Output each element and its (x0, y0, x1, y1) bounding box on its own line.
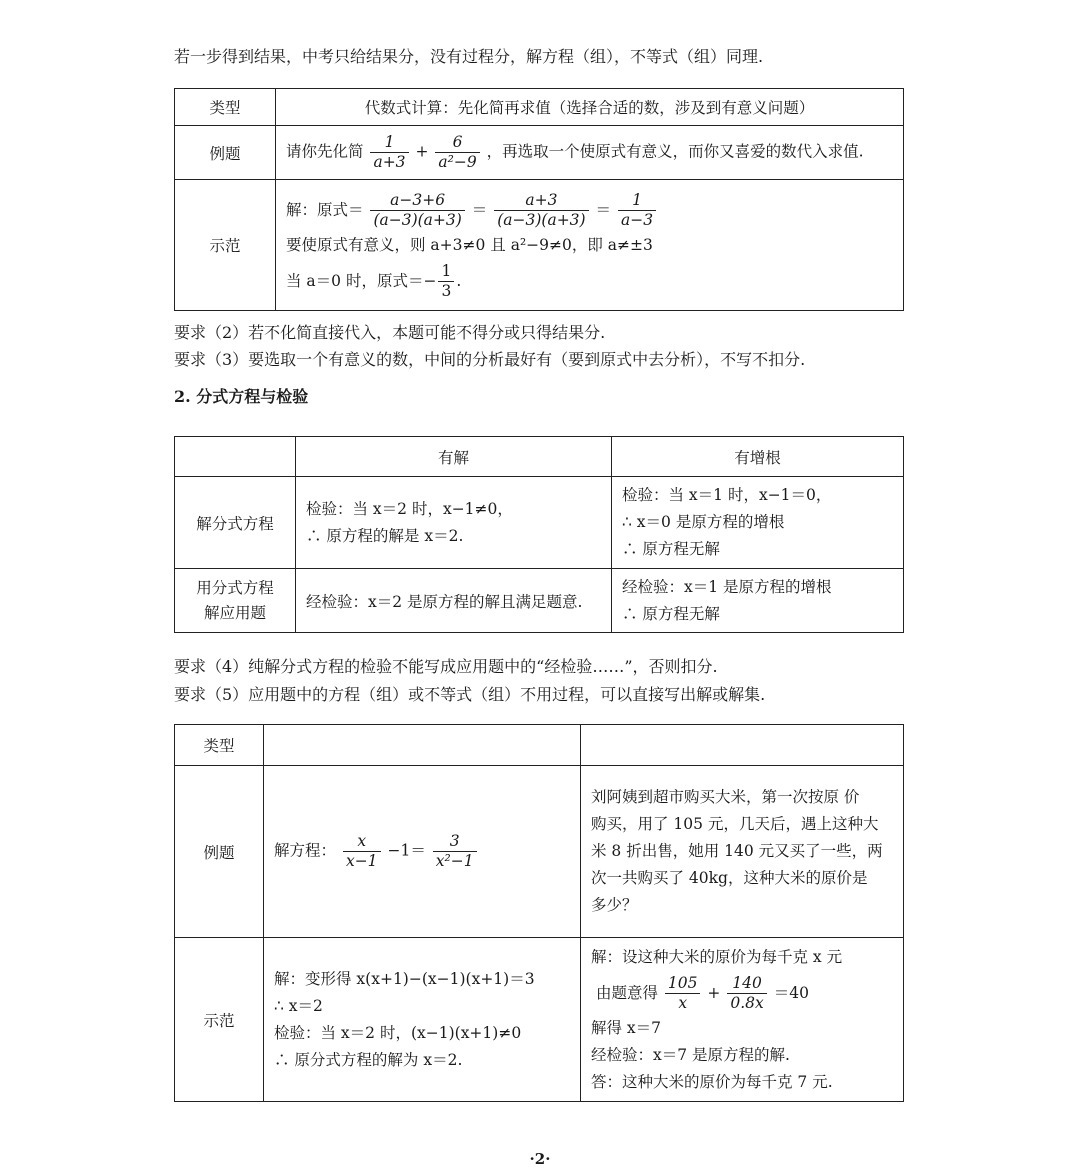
t2-row1-cell1: 检验：当 x＝2 时，x−1≠0， ∴ 原方程的解是 x＝2. (296, 477, 612, 569)
t3-example2: 刘阿姨到超市购买大米，第一次按原 价 购买，用了 105 元，几天后，遇上这种大 米 8 折出售，她用 140 元又买了一些，两 次一共购买了 40kg，这种大米的原价是 多少？ (581, 766, 904, 938)
t2-row1-cell2: 检验：当 x＝1 时，x−1＝0， ∴ x＝0 是原方程的增根 ∴ 原方程无解 (612, 477, 904, 569)
requirement-3: 要求（3）要选取一个有意义的数，中间的分析最好有（要到原式中去分析），不写不扣分. (174, 350, 806, 369)
t3-example1: 解方程： $\frac{x}{x-1}$ −1＝ $\frac{3}{\text{x²−1}}$ (264, 766, 581, 938)
t1-header-value: 代数式计算：先化简再求值（选择合适的数，涉及到有意义问题） (276, 89, 904, 126)
table-fraction-equation (174, 436, 904, 633)
t3-header-col2 (581, 725, 904, 766)
t2-row1-label: 解分式方程 (175, 477, 296, 569)
t1-example-suffix: ，再选取一个使原式有意义，而你又喜爱的数代入求值. (486, 142, 864, 161)
t1-example-prefix: 请你先化简 (286, 142, 364, 161)
t1-demo-label: 示范 (175, 180, 276, 311)
requirement-5: 要求（5）应用题中的方程（组）或不等式（组）不用过程，可以直接写出解或解集. (174, 685, 766, 704)
t2-row2-cell1: 经检验：x＝2 是原方程的解且满足题意. (296, 569, 612, 633)
t3-demo2: 解：设这种大米的原价为每千克 x 元 由题意得 $\frac{105}{x}$ + $\frac{140}{0.8x}$ ＝40 解得 x＝7 经检验：x＝7 是原方程的解. 答：这种大米的原价为每千克 7 元. (581, 938, 904, 1102)
requirement-2: 要求（2）若不化简直接代入，本题可能不得分或只得结果分. (174, 323, 606, 342)
t1-example-content: 请你先化简 $\frac{1}{a+3}$ + $\frac{6}{\text{a²−9}}$ ，再选取一个使原式有意义，而你又喜爱的数代入求值. (276, 126, 904, 180)
t1-demo-content (276, 180, 904, 311)
t1-demo-line1: 解：原式＝ $\frac{a-3+6}{(a-3)(a+3)}$ ＝ $\frac{a+3}{(a-3)(a+3)}$ ＝ $\frac{1}{a-3}$ (286, 188, 893, 232)
t2-col-has-solution: 有解 (296, 437, 612, 477)
t2-row2-cell2: 经检验：x＝1 是原方程的增根 ∴ 原方程无解 (612, 569, 904, 633)
section-2-title: 2. 分式方程与检验 (174, 387, 309, 406)
intro-text: 若一步得到结果，中考只给结果分，没有过程分，解方程（组），不等式（组）同理. (174, 47, 764, 66)
t1-example-label: 例题 (175, 126, 276, 180)
t3-demo1: 解：变形得 x(x+1)−(x−1)(x+1)＝3 ∴ x＝2 检验：当 x＝2 时，(x−1)(x+1)≠0 ∴ 原分式方程的解为 x＝2. (264, 938, 581, 1102)
t3-demo2-equation: 由题意得 $\frac{105}{x}$ + $\frac{140}{0.8x}$ ＝40 (595, 974, 809, 1012)
t2-row2-label: 用分式方程 解应用题 (175, 569, 296, 633)
t1-header-label: 类型 (175, 89, 276, 126)
t3-header-col1 (264, 725, 581, 766)
t3-example-label: 例题 (175, 766, 264, 938)
requirement-4: 要求（4）纯解分式方程的检验不能写成应用题中的“经检验……”，否则扣分. (174, 657, 718, 676)
table-equation-examples (174, 724, 904, 1102)
page-number: ·2· (529, 1150, 551, 1168)
t1-demo-line3: 当 a＝0 时，原式＝− $\frac{1}{3}$ . (286, 262, 462, 300)
t1-example-frac1: $\frac{1}{a+3}$ (370, 133, 408, 172)
t2-col-extraneous-root: 有增根 (612, 437, 904, 477)
table-algebra (174, 88, 904, 311)
t1-example-frac2: $\frac{6}{\text{a²−9}}$ (435, 133, 479, 172)
t3-header-label: 类型 (175, 725, 264, 766)
t2-corner (175, 437, 296, 477)
t1-demo-line2: 要使原式有意义，则 a+3≠0 且 a²−9≠0，即 a≠±3 (286, 235, 653, 254)
t3-demo-label: 示范 (175, 938, 264, 1102)
